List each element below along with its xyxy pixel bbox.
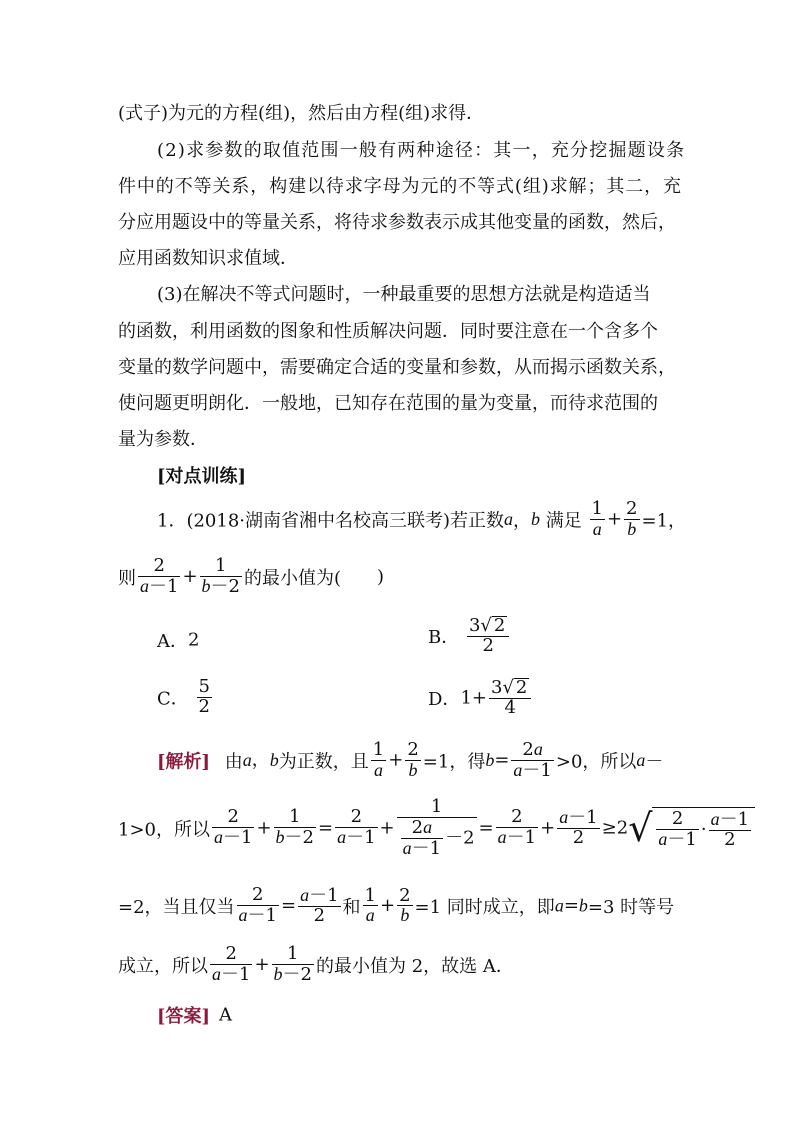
- solution-line2: 1>0，所以 $\frac{2}{a-1}$ + $\frac{1}{b-2}$ = $\frac{2}{a-1}$ + 1 $\frac{2a}{a-1}$ －2 = $\frac{2}{a-1}$ + $\frac{a-1}{2}$ ≥2 √ $\frac{2}{a-1}$ · $\frac{a-1}{2}$: [118, 798, 755, 859]
- fraction: $\frac{2}{a-1}$: [658, 807, 697, 850]
- frac-num: 3: [490, 676, 503, 698]
- fraction: $\frac{a-1}{2}$: [710, 808, 750, 850]
- blank-close: ): [377, 566, 385, 588]
- solution-text: 和: [342, 896, 361, 918]
- fraction: $\frac{2}{b}$: [407, 739, 419, 780]
- option-label: A．: [157, 631, 188, 652]
- paragraph-text: 量为参数．: [118, 429, 208, 450]
- paragraph-text: 应用函数知识求值域．: [118, 248, 298, 269]
- paragraph-text: 件中的不等关系，构建以待求字母为元的不等式(组)求解；其二，充: [118, 176, 682, 197]
- fraction: $\frac{a-1}{2}$: [300, 885, 339, 926]
- fraction: $\frac{1}{a}$: [591, 498, 603, 539]
- radicand: 2: [493, 615, 506, 636]
- text-line: [118, 172, 682, 198]
- solution-text: －: [645, 751, 664, 773]
- fraction: $\frac{1}{b-2}$: [273, 943, 312, 985]
- fraction: $\frac{2}{a-1}$: [212, 943, 251, 985]
- sqrt: √ 2: [502, 677, 528, 698]
- text-line: [118, 244, 298, 270]
- question-stem-line2: 则 $\frac{2}{a-1}$ + $\frac{1}{b-2}$ 的最小值为( ): [118, 555, 385, 597]
- paragraph-text: 使问题更明朗化．一般地，已知存在范围的量为变量，而待求范围的: [118, 393, 658, 414]
- paragraph-text: 变量的数学问题中，需要确定合适的变量和参数，从而揭示函数关系，: [118, 357, 676, 378]
- comma: ，: [513, 510, 532, 532]
- answer-value: A: [219, 1004, 233, 1026]
- min-suffix: 的最小值为(: [244, 567, 342, 589]
- option-label: D．: [428, 688, 461, 710]
- fraction: $\frac{1}{a}$: [372, 739, 385, 780]
- fraction: $\frac{2}{b}$: [626, 498, 638, 539]
- fraction: $\frac{1}{a}$: [364, 884, 376, 926]
- option-lead: 1+: [460, 687, 487, 709]
- paragraph-text: 的函数，利用函数的图象和性质解决问题．同时要注意在一个含多个: [118, 321, 658, 342]
- text-line: [157, 136, 685, 162]
- solution-line4: 成立，所以 $\frac{2}{a-1}$ + $\frac{1}{b-2}$ 的最小值为 2，故选 A．: [118, 943, 514, 985]
- answer-tag: [答案]: [157, 1006, 211, 1027]
- equals-one: =1，: [641, 510, 687, 532]
- option-b[interactable]: [428, 616, 511, 656]
- solution-text: 1>0，所以: [118, 819, 210, 841]
- section-title: [157, 462, 246, 488]
- text-line: [118, 389, 658, 415]
- fraction: $\frac{2}{a-1}$: [140, 555, 179, 597]
- fraction: $\frac{2}{b}$: [399, 884, 411, 926]
- frac-den: 2: [482, 634, 494, 656]
- option-label: C．: [157, 688, 189, 710]
- solution-text: =1，得: [422, 751, 486, 773]
- fraction: [489, 678, 531, 718]
- frac-den: 2: [198, 695, 210, 717]
- answer-line: [157, 1002, 232, 1028]
- question-prefix: 1．(2018·湖南省湘中名校高三联考)若正数: [157, 510, 505, 532]
- text-line: [157, 280, 651, 306]
- solution-text: 为正数，且: [278, 751, 369, 773]
- fraction: $\frac{1}{b-2}$: [275, 806, 314, 849]
- fraction: $\frac{1}{b-2}$: [201, 555, 240, 597]
- fraction: $\frac{2}{a-1}$: [337, 806, 376, 849]
- frac-den: 4: [504, 696, 516, 718]
- fraction: [467, 616, 509, 656]
- fraction: $\frac{2}{a-1}$: [497, 806, 537, 849]
- section-title-text: [对点训练]: [157, 466, 247, 487]
- paragraph-text: 分应用题设中的等量关系，将待求参数表示成其他变量的函数，然后，: [118, 212, 676, 233]
- solution-text: 由: [224, 751, 243, 773]
- text-line: [118, 425, 208, 451]
- paragraph-text: (3)在解决不等式问题时，一种最重要的思想方法就是构造适当: [157, 284, 651, 305]
- solution-text: =1 同时成立，即: [414, 896, 555, 918]
- fraction: $\frac{2}{a-1}$: [238, 884, 277, 926]
- solution-text: 的最小值为 2，故选 A．: [316, 955, 514, 977]
- fraction: $\frac{2}{a-1}$: [214, 806, 253, 849]
- option-d[interactable]: [428, 678, 533, 718]
- fraction: $\frac{a-1}{2}$: [559, 807, 598, 849]
- option-label: B．: [428, 626, 460, 648]
- option-value: 2: [188, 629, 200, 651]
- option-a[interactable]: [157, 627, 199, 653]
- var-a: a: [504, 508, 514, 529]
- fraction: [197, 678, 212, 717]
- solution-tag: [解析]: [157, 751, 211, 773]
- radicand: 2: [515, 677, 528, 698]
- solution-text: =2，当且仅当: [118, 896, 235, 918]
- var-b: b: [531, 508, 541, 529]
- satisfy-text: 满足: [545, 510, 582, 532]
- option-c[interactable]: [157, 678, 214, 717]
- text-line: [118, 99, 484, 125]
- frac-num: 3: [468, 614, 481, 636]
- solution-text: =3 时等号: [587, 896, 675, 918]
- text-line: [118, 317, 658, 343]
- solution-line3: =2，当且仅当 $\frac{2}{a-1}$ = $\frac{a-1}{2}$ 和 $\frac{1}{a}$ + $\frac{2}{b}$ =1 同时成立，即a=b=3 时等号: [118, 884, 675, 926]
- sqrt: √ $\frac{2}{a-1}$ · $\frac{a-1}{2}$: [628, 807, 755, 850]
- solution-text: >0，所以: [555, 751, 637, 773]
- then-text: 则: [118, 567, 136, 589]
- fraction: 1 $\frac{2a}{a-1}$ －2: [397, 798, 477, 859]
- fraction: $\frac{2a}{a-1}$: [513, 739, 552, 781]
- paragraph-text: (式子)为元的方程(组)，然后由方程(组)求得．: [118, 103, 485, 124]
- question-stem-line1: 1．(2018·湖南省湘中名校高三联考)若正数a，b 满足 $\frac{1}{a}$ + $\frac{2}{b}$ =1，: [157, 498, 687, 539]
- sqrt: √ 2: [480, 615, 506, 636]
- solution-line1: [解析] 由a，b为正数，且 $\frac{1}{a}$ + $\frac{2}{b}$ =1，得b= $\frac{2a}{a-1}$ >0，所以a－: [157, 739, 664, 781]
- text-line: [118, 353, 676, 379]
- paragraph-text: (2)求参数的取值范围一般有两种途径：其一，充分挖掘题设条: [157, 140, 686, 161]
- fraction: $\frac{2a}{a-1}$: [402, 816, 442, 859]
- solution-text: 成立，所以: [118, 955, 208, 977]
- text-line: [118, 208, 676, 234]
- frac-num: 5: [198, 676, 210, 697]
